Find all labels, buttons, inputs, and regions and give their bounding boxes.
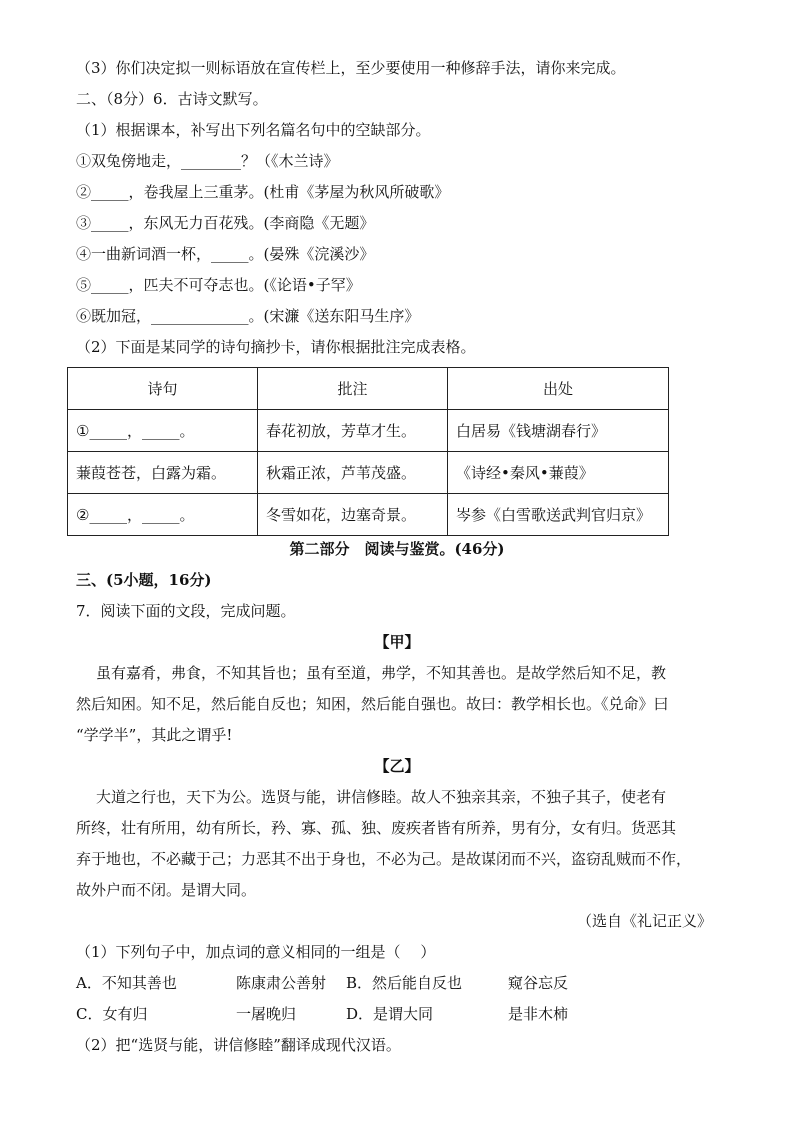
question-7: 7．阅读下面的文段，完成问题。 xyxy=(76,602,296,620)
passage-yi-line-3: 弃于地也，不必藏于己；力恶其不出于身也，不必为己。是故谋闭而不兴，盗窃乱贼而不作， xyxy=(76,850,692,868)
question-5-3: （3）你们决定拟一则标语放在宣传栏上，至少要使用一种修辞手法，请你来完成。 xyxy=(76,59,626,77)
question-7-2: （2）把“选贤与能，讲信修睦”翻译成现代汉语。 xyxy=(76,1036,401,1054)
question-6-1: （1）根据课本，补写出下列名篇名句中的空缺部分。 xyxy=(76,121,431,139)
table-cell: 《诗经•秦风•蒹葭》 xyxy=(448,452,669,494)
option-d-first: D．是谓大同 xyxy=(346,1005,434,1023)
fill-item-6: ⑥既加冠，_____________。(宋濂《送东阳马生序》 xyxy=(76,307,420,325)
question-6-2: （2）下面是某同学的诗句摘抄卡，请你根据批注完成表格。 xyxy=(76,338,476,356)
table-header-row xyxy=(68,368,669,410)
section-2-title: 二、（8分）6．古诗文默写。 xyxy=(76,90,268,108)
table-cell: 蒹葭苍苍，白露为霜。 xyxy=(68,452,258,494)
option-b-first: B．然后能自反也 xyxy=(346,974,463,992)
option-a-first: A．不知其善也 xyxy=(76,974,177,992)
option-c-second: 一屠晚归 xyxy=(236,1005,297,1023)
poem-card-table xyxy=(67,367,669,536)
fill-item-1: ①双兔傍地走，________？（《木兰诗》 xyxy=(76,152,339,170)
table-row xyxy=(68,452,669,494)
passage-yi-label: 【乙】 xyxy=(374,757,420,775)
passage-jia-line-3: “学学半”，其此之谓乎! xyxy=(76,726,233,744)
fill-item-3: ③_____，东风无力百花残。(李商隐《无题》 xyxy=(76,214,375,232)
option-a-second: 陈康肃公善射 xyxy=(236,974,327,992)
header-annotation: 批注 xyxy=(258,368,448,410)
part-2-title: 第二部分 阅读与鉴赏。(46分) xyxy=(289,540,505,558)
table-cell: 冬雪如花，边塞奇景。 xyxy=(258,494,448,536)
fill-item-4: ④一曲新词酒一杯，_____。(晏殊《浣溪沙》 xyxy=(76,245,375,263)
table-cell: 秋霜正浓，芦苇茂盛。 xyxy=(258,452,448,494)
table-cell: 白居易《钱塘湖春行》 xyxy=(448,410,669,452)
table-cell: 春花初放，芳草才生。 xyxy=(258,410,448,452)
option-b-second: 窥谷忘反 xyxy=(508,974,569,992)
header-poem: 诗句 xyxy=(68,368,258,410)
passage-yi-line-4: 故外户而不闭。是谓大同。 xyxy=(76,881,257,899)
option-d-second: 是非木柿 xyxy=(508,1005,569,1023)
table-row xyxy=(68,494,669,536)
option-c-first: C．女有归 xyxy=(76,1005,148,1023)
passage-yi-line-1: 大道之行也，天下为公。选贤与能，讲信修睦。故人不独亲其亲，不独子其子，使老有 xyxy=(96,788,667,806)
passage-yi-line-2: 所终，壮有所用，幼有所长，矜、寡、孤、独、废疾者皆有所养，男有分，女有归。货恶其 xyxy=(76,819,677,837)
table-row xyxy=(68,410,669,452)
passage-jia-line-1: 虽有嘉肴，弗食，不知其旨也；虽有至道，弗学，不知其善也。是故学然后知不足，教 xyxy=(96,664,667,682)
section-3-title: 三、(5小题，16分) xyxy=(76,571,212,589)
fill-item-5: ⑤_____，匹夫不可夺志也。(《论语•子罕》 xyxy=(76,276,361,294)
passage-jia-line-2: 然后知困。知不足，然后能自反也；知困，然后能自强也。故曰：教学相长也。《兑命》曰 xyxy=(76,695,669,713)
table-cell: 岑参《白雪歌送武判官归京》 xyxy=(448,494,669,536)
table-cell: ②_____，_____。 xyxy=(68,494,258,536)
question-7-1: （1）下列句子中，加点词的意义相同的一组是（ ） xyxy=(76,943,436,961)
header-source: 出处 xyxy=(448,368,669,410)
passage-jia-label: 【甲】 xyxy=(374,633,420,651)
table-cell: ①_____，_____。 xyxy=(68,410,258,452)
passage-source: （选自《礼记正义》 xyxy=(576,912,712,930)
fill-item-2: ②_____，卷我屋上三重茅。(杜甫《茅屋为秋风所破歌》 xyxy=(76,183,450,201)
